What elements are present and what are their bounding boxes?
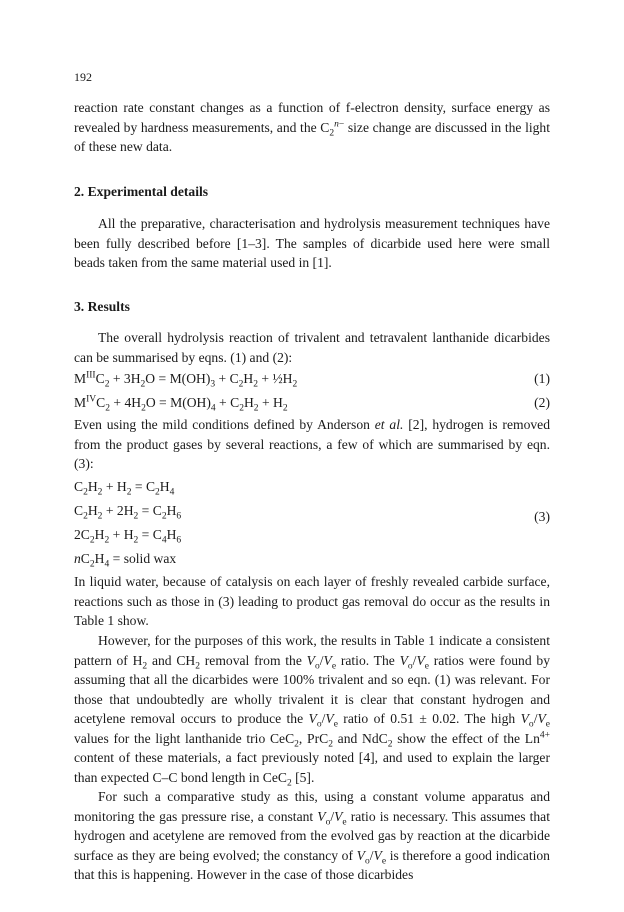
equation-3a: $C_2H_2 + H_2 = C_2H_4$ (74, 479, 175, 498)
page-number: 192 (74, 70, 92, 84)
intro-paragraph: reaction rate constant changes as a function of f-electron density, surface energy as revealed by hardness measurements, and the $C_2^{n-}$ size change are discussed in the light of these new data. (74, 100, 550, 154)
equation-1-number: (1) (534, 371, 550, 386)
experimental-paragraph: All the preparative, characterisation and hydrolysis measurement techniques have been fully described before [1–3]. The samples of dicarbide used here were small beads taken from the same material used in [1]. (74, 216, 550, 270)
equation-3d: $nC_2H_4$ = solid wax (74, 551, 177, 570)
equation-2-number: (2) (534, 395, 550, 410)
results-paragraph-4: However, for the purposes of this work, the results in Table 1 indicate a consistent pattern of $H_2$ and $CH_2$ removal from the $V_o/V_e$ ratio. The $V_o/V_e$ ratios were found by assuming that all the dicarbides were 100% trivalent and so eqn. (1) was relevant. For those that undoubtedly are wholly trivalent it is clear that constant hydrogen and acetylene removal occurs to produce the $V_o/V_e$ ratio of 0.51 ± 0.02. The high $V_o/V_e$ values for the light lanthanide trio CeC$_2$, PrC$_2$ and NdC$_2$ show the effect of the $Ln^{4+}$ content of these materials, a fact previously noted [4], and used to explain the larger than expected C–C bond length in CeC$_2$ [5]. (74, 633, 551, 789)
results-paragraph-3: In liquid water, because of catalysis on each layer of freshly revealed carbide surface, reactions such as those in (3) leading to product gas removal do occur as the results in Table 1 show. (74, 574, 550, 628)
results-paragraph-5: For such a comparative study as this, using a constant volume apparatus and monitoring the gas pressure rise, a constant $V_o/V_e$ ratio is necessary. This assumes that hydrogen and acetylene are removed from the evolved gas by reaction at the dicarbide surface as they are being evolved; the constancy of $V_o/V_e$ is therefore a good indication that this is happening. However in the case of those dicarbides (74, 789, 550, 882)
section-heading-experimental: 2. Experimental details (74, 184, 209, 199)
equation-3c: $2C_2H_2 + H_2 = C_4H_6$ (74, 527, 182, 546)
equation-1: $M^{III}C_2 + 3H_2O = M(OH)_3 + C_2H_2$ + $\frac{1}{2}H_2$ (1) (74, 370, 550, 390)
equation-2: $M^{IV}C_2 + 4H_2O = M(OH)_4 + C_2H_2 + H_2$ (2) (74, 394, 550, 414)
equation-3-number: (3) (534, 509, 550, 524)
results-paragraph-1: The overall hydrolysis reaction of trivalent and tetravalent lanthanide dicarbides can be summarised by eqns. (1) and (2): (74, 330, 550, 365)
section-heading-results: 3. Results (74, 299, 130, 314)
equation-3b: $C_2H_2 + 2H_2 = C_2H_6$ (74, 503, 182, 522)
results-paragraph-2: Even using the mild conditions defined by Anderson et al. [2], hydrogen is removed from the product gases by several reactions, a few of which are summarised by eqn. (3): (74, 417, 550, 471)
